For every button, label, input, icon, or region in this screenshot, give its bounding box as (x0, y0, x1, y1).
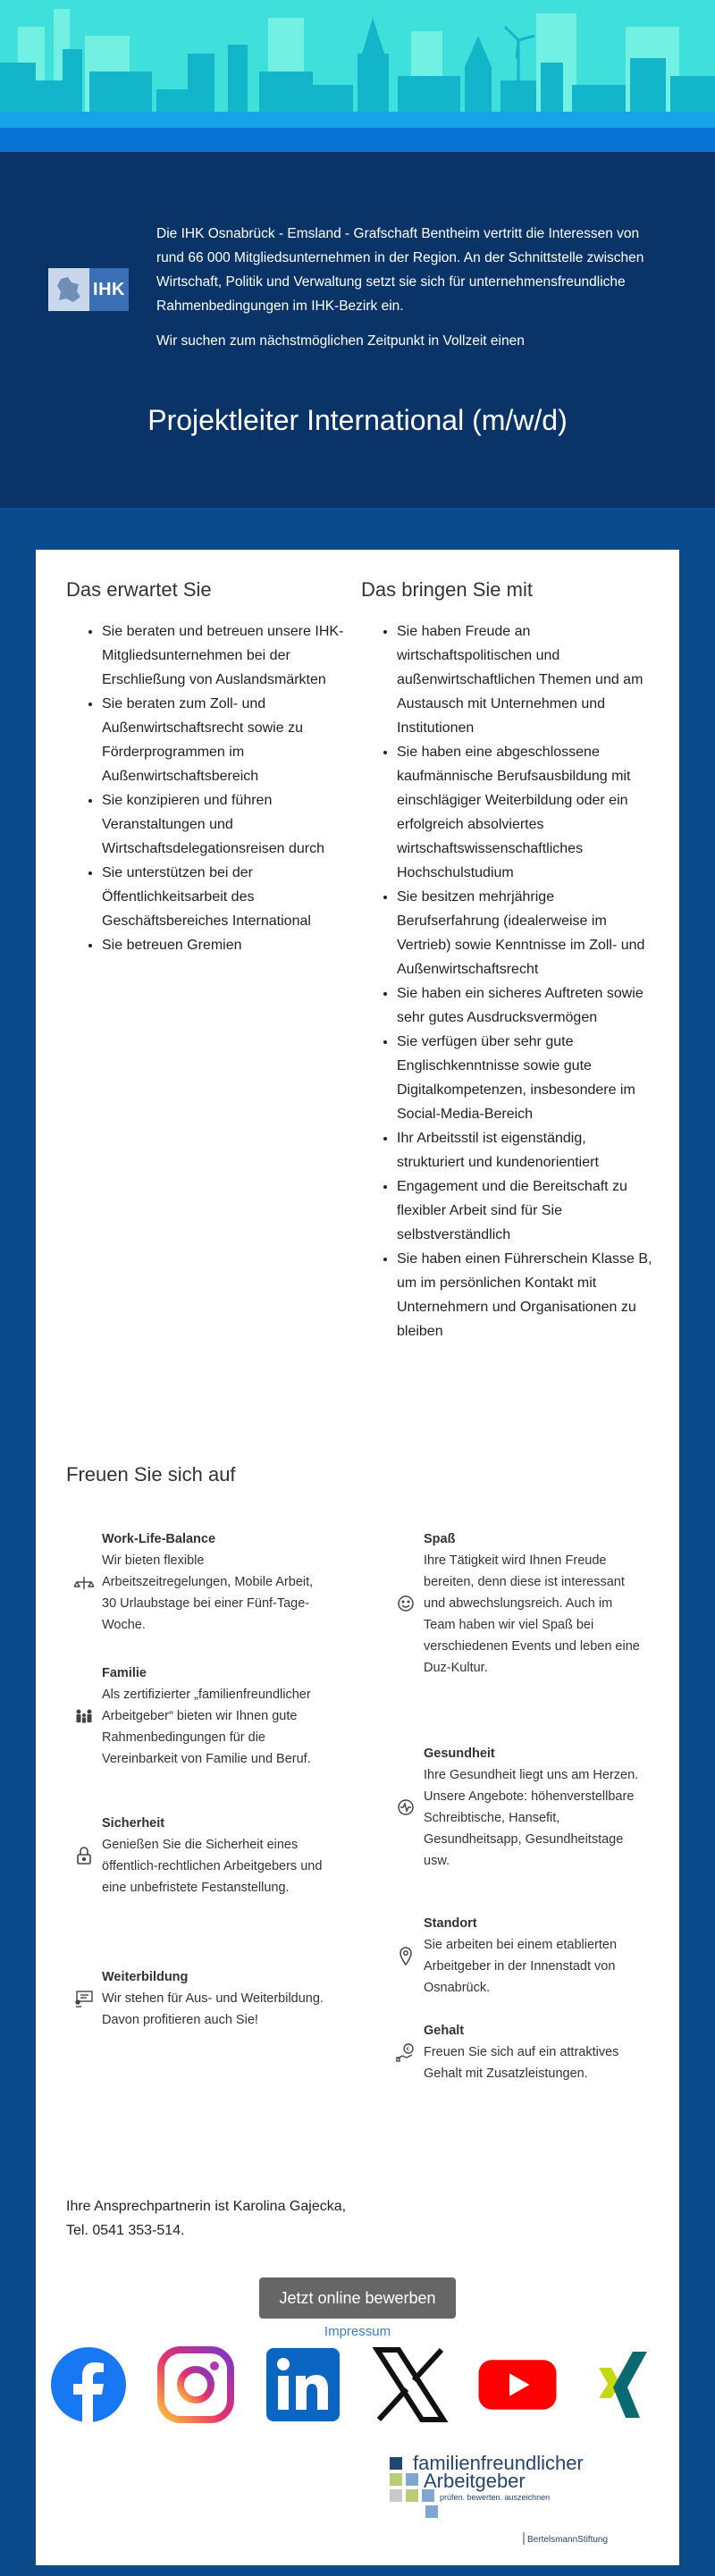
benefit-title: Standort (424, 1916, 477, 1931)
expectations-column (66, 568, 361, 1343)
instagram-icon[interactable] (156, 2344, 236, 2425)
youtube-icon[interactable] (477, 2344, 558, 2425)
list-item: • Sie besitzen mehrjährige Berufserfahrung (idealerweise im Vertrieb) sowie Kenntnisse im Zoll- und Außenwirtschaftsrecht (397, 885, 656, 981)
benefit-text: Freuen Sie sich auf ein attraktives Gehalt mit Zusatzleistungen. (424, 2045, 619, 2081)
benefit-gehalt (388, 2020, 647, 2084)
hero-section (0, 152, 715, 508)
header-banner (0, 0, 715, 152)
x-twitter-icon[interactable] (370, 2344, 450, 2425)
benefit-text: Sie arbeiten bei einem etablierten Arbeitgeber in der Innenstadt von Osnabrück. (424, 1938, 618, 1995)
impressum-link[interactable]: Impressum (324, 2324, 391, 2339)
benefit-title: Gehalt (424, 2024, 465, 2038)
list-item: • Sie beraten zum Zoll- und Außenwirtschaftsrecht sowie zu Förderprogrammen im Außenwirtschaftsbereich (102, 692, 361, 788)
expectations-heading: Das erwartet Sie (66, 578, 212, 601)
intro-paragraph-2: Wir suchen zum nächstmöglichen Zeitpunkt in Vollzeit einen (156, 333, 525, 349)
benefit-title: Gesundheit (424, 1747, 495, 1761)
smiley-icon (388, 1528, 424, 1679)
list-item: • Sie betreuen Gremien (102, 933, 361, 957)
city-skyline-illustration (0, 0, 715, 152)
benefit-text: Als zertifizierter „familienfreundlicher Arbeitgeber“ bieten wir Ihnen gute Rahmenbedingungen für die Vereinbarkeit von Familie und Beruf. (102, 1688, 311, 1766)
benefit-standort (388, 1913, 647, 1999)
benefit-weiterbildung (66, 1966, 325, 2031)
work-life-balance-icon (66, 1528, 102, 1636)
list-item: • Sie haben eine abgeschlossene kaufmännische Berufsausbildung mit einschlägiger Weiterbildung oder ein erfolgreich absolviertes wirtschaftswissenschaftliches Hochschulstudium (397, 740, 656, 885)
intro-text (156, 222, 657, 364)
family-friendly-employer-badge (390, 2454, 658, 2552)
benefit-title: Weiterbildung (102, 1970, 189, 1984)
salary-icon (388, 2020, 424, 2084)
benefits-heading: Freuen Sie sich auf (66, 1463, 236, 1486)
benefit-title: Spaß (424, 1532, 456, 1546)
benefit-title: Familie (102, 1666, 147, 1680)
benefit-text: Ihre Gesundheit liegt uns am Herzen. Unsere Angebote: höhenverstellbare Schreibtische, Hansefit, Gesundheitsapp, Gesundheitstage usw. (424, 1768, 639, 1868)
lock-icon (66, 1813, 102, 1898)
list-item: • Sie haben Freude an wirtschaftspolitischen und außenwirtschaftlichen Themen und am Austausch mit Unternehmen und Institutionen (397, 619, 656, 740)
region-map-icon (48, 268, 89, 311)
badge-line-2: Arbeitgeber (424, 2470, 526, 2492)
apply-online-button[interactable]: Jetzt online bewerben (259, 2277, 456, 2319)
list-item: • Engagement und die Bereitschaft zu flexibler Arbeit sind für Sie selbstverständlich (397, 1174, 656, 1247)
health-icon (388, 1743, 424, 1872)
expectations-list (66, 619, 361, 957)
benefit-title: Work-Life-Balance (102, 1532, 216, 1546)
social-links (48, 2344, 665, 2425)
benefit-worklife (66, 1528, 325, 1636)
list-item: • Sie beraten und betreuen unsere IHK-Mitgliedsunternehmen bei der Erschließung von Auslandsmärkten (102, 619, 361, 692)
location-pin-icon (388, 1913, 424, 1999)
list-item: • Sie haben einen Führerschein Klasse B, um im persönlichen Kontakt mit Unternehmern und Organisationen zu bleiben (397, 1247, 656, 1343)
intro-paragraph-1: Die IHK Osnabrück - Emsland - Grafschaft Bentheim vertritt die Interessen von rund 66 000 Mitgliedsunternehmen in der Region. An der Schnittstelle zwischen Wirtschaft, Politik und Verwaltung setzt sie sich für unternehmensfreundliche Rahmenbedingungen im IHK-Bezirk ein. (156, 226, 644, 314)
benefit-sicherheit (66, 1813, 325, 1898)
benefit-text: Wir bieten flexible Arbeitszeitregelungen, Mobile Arbeit, 30 Urlaubstage bei einer Fünf-Tage-Woche. (102, 1553, 314, 1632)
list-item: • Sie unterstützen bei der Öffentlichkeitsarbeit des Geschäftsbereiches International (102, 861, 361, 933)
requirements-list (361, 619, 656, 1343)
requirements-columns (66, 568, 656, 1343)
linkedin-icon[interactable] (263, 2344, 343, 2425)
job-details-card (36, 550, 679, 2565)
benefit-title: Sicherheit (102, 1816, 165, 1831)
contact-person: Ihre Ansprechpartnerin ist Karolina Gajecka, Tel. 0541 353-514. (66, 2199, 347, 2238)
benefit-spass (388, 1528, 647, 1679)
benefit-text: Genießen Sie die Sicherheit eines öffentlich-rechtlichen Arbeitgebers und eine unbefristete Festanstellung. (102, 1838, 323, 1895)
badge-tagline: prüfen. bewerten. auszeichnen (440, 2493, 551, 2502)
svg-text:€: € (406, 2046, 410, 2053)
list-item: • Sie haben ein sicheres Auftreten sowie sehr gutes Ausdrucksvermögen (397, 981, 656, 1030)
requirements-heading: Das bringen Sie mit (361, 578, 533, 601)
list-item: • Ihr Arbeitsstil ist eigenständig, strukturiert und kundenorientiert (397, 1126, 656, 1174)
requirements-column (361, 568, 656, 1343)
list-item: • Sie verfügen über sehr gute Englischkenntnisse sowie gute Digitalkompetenzen, insbesondere im Social-Media-Bereich (397, 1030, 656, 1126)
xing-icon[interactable] (585, 2344, 665, 2425)
family-icon (66, 1663, 102, 1770)
job-title: Projektleiter International (m/w/d) (147, 404, 568, 436)
badge-line-1: familienfreundlicher (413, 2454, 584, 2474)
benefit-gesundheit (388, 1743, 647, 1872)
benefit-text: Wir stehen für Aus- und Weiterbildung. Davon profitieren auch Sie! (102, 1991, 324, 2027)
facebook-icon[interactable] (48, 2344, 129, 2425)
presentation-board-icon (66, 1966, 102, 2031)
benefit-text: Ihre Tätigkeit wird Ihnen Freude bereiten, denn diese ist interessant und abwechslungsreich. Auch im Team haben wir viel Spaß bei verschiedenen Events und leben eine Duz-Kultur. (424, 1553, 640, 1675)
ihk-logo (48, 268, 129, 311)
list-item: • Sie konzipieren und führen Veranstaltungen und Wirtschaftsdelegationsreisen durch (102, 788, 361, 861)
badge-org: BertelsmannStiftung (527, 2535, 609, 2545)
benefit-familie (66, 1663, 325, 1770)
ihk-logo-text: IHK (89, 268, 129, 311)
